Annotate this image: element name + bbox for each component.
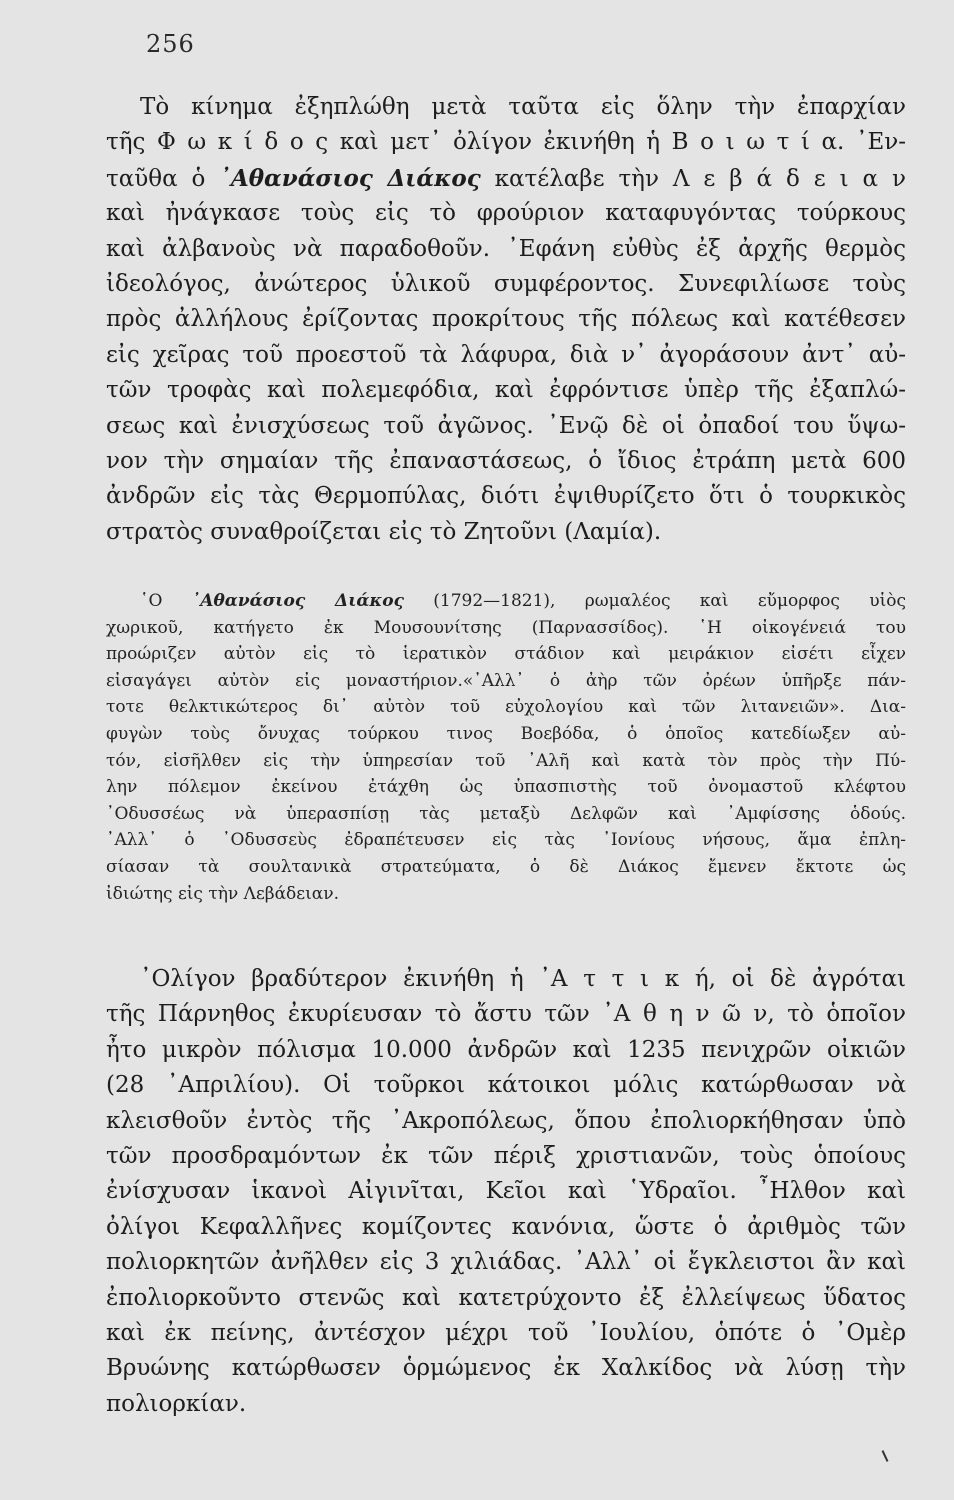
text-line: στρατὸς συναθροίζεται εἰς τὸ Ζητοῦνι (Λαμία). <box>106 518 662 545</box>
text-line: τῶν προσδραμόντων ἐκ τῶν πέριξ χριστιανῶν, τοὺς ὁποίους <box>106 1142 906 1169</box>
page-number: 256 <box>146 30 195 58</box>
text-line: καὶ ἐκ πείνης, ἀντέσχον μέχρι τοῦ ᾿Ιουλίου, ὁπότε ὁ ᾿Ομὲρ <box>106 1319 906 1346</box>
footnote-line: εἰσαγάγει αὐτὸν εἰς μοναστήριον.«᾿Αλλ᾿ ὁ ἀὴρ τῶν ὀρέων ὑπῆρξε πάν- <box>106 670 906 691</box>
text-line: σεως καὶ ἐνισχύσεως τοῦ ἀγῶνος. ᾿Ενῷ δὲ οἱ ὀπαδοί του ὕψω- <box>106 412 906 439</box>
footnote-line: ἰδιώτης εἰς τὴν Λεβάδειαν. <box>106 883 339 904</box>
text-line: καὶ ἠνάγκασε τοὺς εἰς τὸ φρούριον καταφυγόντας τούρκους <box>106 200 906 227</box>
footnote-athanasios-diakos <box>106 588 906 907</box>
paragraph-liberation-livadeia <box>106 90 906 550</box>
footnote-line: προώριζεν αὐτὸν εἰς τὸ ἱερατικὸν στάδιον καὶ μειράκιον εἰσέτι εἶχεν <box>106 644 906 665</box>
text-line: πολιορκίαν. <box>106 1390 247 1417</box>
text-line: πολιορκητῶν ἀνῆλθεν εἰς 3 χιλιάδας. ᾿Αλλ᾿ οἱ ἔγκλειστοι ἂν καὶ <box>106 1249 906 1276</box>
text-line: ἰδεολόγος, ἀνώτερος ὑλικοῦ συμφέροντος. Συνεφιλίωσε τοὺς <box>106 270 906 297</box>
text-line: νον τὴν σημαίαν τῆς ἐπαναστάσεως, ὁ ἴδιος ἐτράπη μετὰ 600 <box>106 447 906 474</box>
paragraph-siege-acropolis <box>106 962 906 1422</box>
text-line: ὀλίγοι Κεφαλλῆνες κομίζοντες κανόνια, ὥστε ὁ ἀριθμὸς τῶν <box>106 1213 906 1240</box>
footnote-line: ᾿Αλλ᾿ ὁ ᾿Οδυσσεὺς ἐδραπέτευσεν εἰς τὰς ᾿Ιονίους νήσους, ἅμα ἐπλη- <box>106 830 906 851</box>
text-line: καὶ ἀλβανοὺς νὰ παραδοθοῦν. ᾿Εφάνη εὐθὺς ἐξ ἀρχῆς θερμὸς <box>106 235 906 262</box>
text-line: τῶν τροφὰς καὶ πολεμεφόδια, καὶ ἐφρόντισε ὑπὲρ τῆς ἐξαπλώ- <box>106 377 906 404</box>
person-name: ᾿Αθανάσιος Διάκος <box>191 591 404 611</box>
footnote-line: λην πόλεμον ἐκείνου ἐτάχθη ὡς ὑπασπιστὴς τοῦ ὀνομαστοῦ κλέφτου <box>106 777 906 798</box>
footnote-line: φυγὼν τοὺς ὄνυχας τούρκου τινος Βοεβόδα, ὁ ὁποῖος κατεδίωξεν αὐ- <box>106 723 906 744</box>
footnote-line: σίασαν τὰ σουλτανικὰ στρατεύματα, ὁ δὲ Διάκος ἔμενεν ἔκτοτε ὡς <box>106 856 906 877</box>
text-line: εἰς χεῖρας τοῦ προεστοῦ τὰ λάφυρα, διὰ ν᾿ ἀγοράσουν ἀντ᾿ αὐ- <box>106 341 906 368</box>
print-mark <box>882 1450 889 1462</box>
text-line: Τὸ κίνημα ἐξηπλώθη μετὰ ταῦτα εἰς ὅλην τὴν ἐπαρχίαν <box>140 94 906 120</box>
text-line: πρὸς ἀλλήλους ἐρίζοντας προκρίτους τῆς πόλεως καὶ κατέθεσεν <box>106 306 906 333</box>
text-line: ἐνίσχυσαν ἱκανοὶ Αἰγινῖται, Κεῖοι καὶ ῾Υδραῖοι. ῏Ηλθον καὶ <box>106 1178 906 1205</box>
text-line: ἦτο μικρὸν πόλισμα 10.000 ἀνδρῶν καὶ 1235 πενιχρῶν οἰκιῶν <box>106 1036 906 1063</box>
footnote-line: χωρικοῦ, κατήγετο ἐκ Μουσουνίτσης (Παρνασσίδος). ῾Η οἰκογένειά του <box>106 617 906 638</box>
text-line: ᾿Ολίγον βραδύτερον ἐκινήθη ἡ ᾿Α τ τ ι κ ή, οἱ δὲ ἀγρόται <box>140 966 906 992</box>
text-line: (28 ᾿Απριλίου). Οἱ τοῦρκοι κάτοικοι μόλις κατώρθωσαν νὰ <box>106 1072 906 1099</box>
text-line: κλεισθοῦν ἐντὸς τῆς ᾿Ακροπόλεως, ὅπου ἐπολιορκήθησαν ὑπὸ <box>106 1107 906 1134</box>
footnote-line: ῾Ο ᾿Αθανάσιος Διάκος (1792—1821), ρωμαλέος καὶ εὔμορφος υἱὸς <box>140 591 907 611</box>
text-line: τῆς Φ ω κ ί δ ο ς καὶ μετ᾿ ὀλίγον ἐκινήθη ἡ Β ο ι ω τ ί α. ᾿Εν- <box>106 129 906 156</box>
footnote-line: ᾿Οδυσσέως νὰ ὑπερασπίσῃ τὰς μεταξὺ Δελφῶν καὶ ᾿Αμφίσσης ὁδούς. <box>106 803 906 824</box>
footnote-line: τοτε θελκτικώτερος δι᾿ αὐτὸν τοῦ εὐχολογίου καὶ τῶν λιτανειῶν». Δια- <box>106 697 906 718</box>
text-line: τῆς Πάρνηθος ἐκυρίευσαν τὸ ἄστυ τῶν ᾿Α θ η ν ῶ ν, τὸ ὁποῖον <box>106 1001 906 1028</box>
text-line: ταῦθα ὁ ᾿Αθανάσιος Διάκος κατέλαβε τὴν Λ ε β ά δ ε ι α ν <box>106 164 906 192</box>
footnote-line: τόν, εἰσῆλθεν εἰς τὴν ὑπηρεσίαν τοῦ ᾿Αλῆ καὶ κατὰ τὸν πρὸς τὴν Πύ- <box>106 750 906 771</box>
person-name: ᾿Αθανάσιος Διάκος <box>219 164 481 192</box>
text-line: Βρυώνης κατώρθωσεν ὁρμώμενος ἐκ Χαλκίδος νὰ λύσῃ τὴν <box>106 1355 906 1382</box>
text-line: ἀνδρῶν εἰς τὰς Θερμοπύλας, διότι ἐψιθυρίζετο ὅτι ὁ τουρκικὸς <box>106 483 906 510</box>
text-line: ἐπολιορκοῦντο στενῶς καὶ κατετρύχοντο ἐξ ἐλλείψεως ὕδατος <box>106 1284 906 1311</box>
